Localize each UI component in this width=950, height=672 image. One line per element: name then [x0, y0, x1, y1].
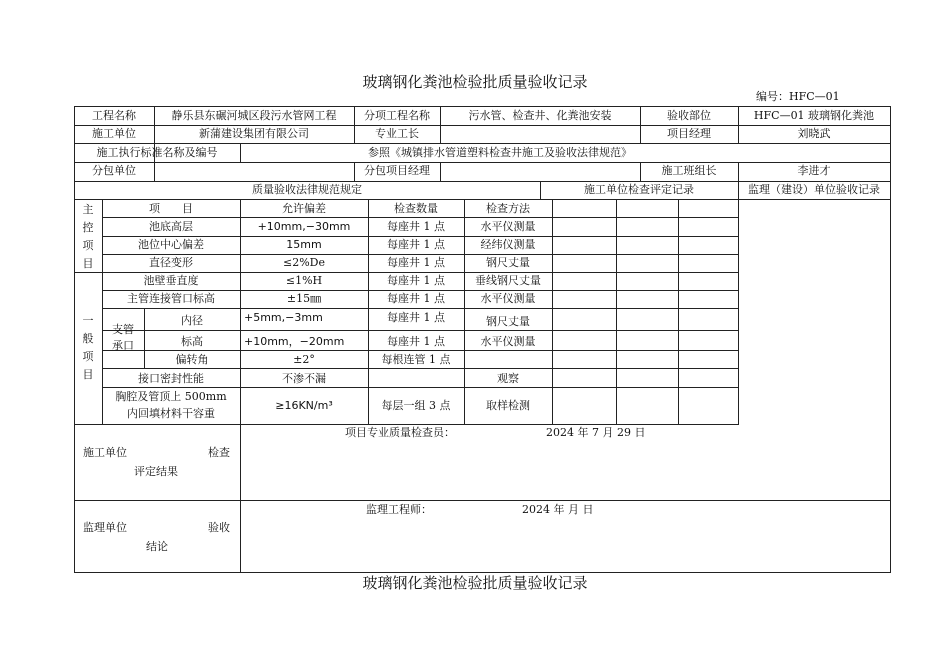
grid-line [678, 199, 679, 425]
main-control-label-1: 主 [82, 203, 94, 216]
supervisor-result-label-left: 监理单位 [83, 521, 127, 534]
supervisor-result-label-right: 验收 [208, 521, 230, 534]
spec-header: 质量验收法律规范规定 [252, 183, 362, 196]
main-control-label-2: 控 [82, 221, 94, 234]
acceptance-part: HFC—01 玻璃钢化粪池 [753, 109, 875, 122]
standard-name: 参照《城镇排水管道塑料检查井施工及验收法律规范》 [368, 146, 632, 159]
general-item-5: 偏转角 [175, 353, 209, 366]
supervisor-engineer-label: 监理工程师： [366, 503, 432, 516]
grid-line [74, 272, 103, 273]
contractor-result-label-left: 施工单位 [83, 446, 127, 459]
sub-project: 污水管、检查井、化粪池安装 [468, 109, 612, 122]
main-method-2: 经纬仪测量 [480, 238, 536, 251]
contractor-result-date: 2024 年 7 月 29 日 [546, 426, 646, 439]
method-header: 检查方法 [486, 202, 530, 215]
subcontractor-label: 分包单位 [92, 164, 136, 177]
general-item-7-line-2: 内回填材料干容重 [127, 407, 215, 420]
grid-line [74, 125, 891, 126]
general-label-1: 一 [82, 314, 94, 327]
general-item-1: 池壁垂直度 [143, 274, 199, 287]
general-tolerance-4: +10mm，−20mm [244, 335, 345, 348]
general-quantity-5: 每根连管 1 点 [381, 353, 451, 366]
general-tolerance-5: ±2° [293, 353, 315, 366]
general-quantity-7: 每层一组 3 点 [381, 399, 451, 412]
general-label-2: 般 [82, 332, 94, 345]
main-method-3: 钢尺丈量 [486, 256, 530, 269]
general-item-2: 主管连接管口标高 [127, 292, 215, 305]
grid-line [616, 199, 617, 425]
grid-line [240, 424, 241, 573]
grid-line [102, 368, 739, 369]
grid-line [102, 387, 739, 388]
tolerance-header: 允许偏差 [282, 202, 326, 215]
grid-line [102, 254, 739, 255]
general-method-7: 取样检测 [486, 399, 530, 412]
acceptance-part-label: 验收部位 [667, 109, 711, 122]
general-tolerance-2: ±15㎜ [286, 292, 322, 305]
item-header: 项 目 [149, 202, 193, 215]
grid-line [102, 236, 739, 237]
general-tolerance-3: +5mm,−3mm [244, 311, 323, 324]
contractor-check-header: 施工单位检查评定记录 [584, 183, 694, 196]
contractor-label: 施工单位 [92, 127, 136, 140]
grid-line [144, 330, 241, 331]
grid-line [552, 199, 553, 425]
grid-line [144, 350, 241, 351]
supervisor-result-date: 2024 年 月 日 [522, 503, 594, 516]
main-tolerance-3: ≤2%De [283, 256, 325, 269]
grid-line [102, 217, 739, 218]
foreman-label: 专业工长 [375, 127, 419, 140]
general-method-2: 水平仪测量 [480, 292, 536, 305]
general-item-7-line-1: 胸腔及管顶上 500mm [115, 390, 227, 403]
grid-line [74, 181, 891, 182]
pm-label: 项目经理 [667, 127, 711, 140]
page-title: 玻璃钢化粪池检验批质量验收记录 [362, 73, 588, 91]
grid-line [102, 290, 739, 291]
supervisor-result-label-line2: 结论 [146, 540, 168, 553]
branch-socket-label-1: 支管 [112, 323, 134, 336]
general-quantity-4: 每座井 1 点 [387, 335, 445, 348]
sub-pm-label: 分包项目经理 [364, 164, 430, 177]
contractor-result-label-right: 检查 [208, 446, 230, 459]
contractor-inspector-label: 项目专业质量检查员： [345, 426, 455, 439]
serial-number: 编号：HFC—01 [756, 90, 840, 103]
general-quantity-3: 每座井 1 点 [387, 311, 445, 324]
grid-line [890, 106, 891, 573]
main-control-label-3: 项 [82, 239, 94, 252]
grid-line [440, 162, 441, 182]
general-label-4: 目 [82, 368, 94, 381]
project-name: 静乐县东碾河城区段污水管网工程 [171, 109, 337, 122]
main-item-2: 池位中心偏差 [138, 238, 204, 251]
grid-line [102, 308, 739, 309]
supervisor-check-header: 监理（建设）单位验收记录 [748, 183, 880, 196]
team-leader-label: 施工班组长 [661, 164, 717, 177]
general-method-4: 水平仪测量 [480, 335, 536, 348]
general-item-4: 标高 [181, 335, 203, 348]
main-quantity-3: 每座井 1 点 [387, 256, 445, 269]
branch-socket-label-2: 承口 [112, 339, 134, 352]
main-quantity-2: 每座井 1 点 [387, 238, 445, 251]
sub-project-label: 分项工程名称 [364, 109, 430, 122]
main-tolerance-2: 15mm [286, 238, 322, 251]
main-control-label-4: 目 [82, 257, 94, 270]
grid-line [74, 106, 891, 107]
general-quantity-1: 每座井 1 点 [387, 274, 445, 287]
project-name-label: 工程名称 [92, 109, 136, 122]
main-quantity-1: 每座井 1 点 [387, 220, 445, 233]
general-method-3: 钢尺丈量 [486, 315, 530, 328]
general-item-6: 接口密封性能 [138, 372, 204, 385]
pm-name: 刘晓武 [797, 127, 831, 140]
general-label-3: 项 [82, 350, 94, 363]
main-item-3: 直径变形 [149, 256, 193, 269]
general-tolerance-6: 不渗不漏 [282, 372, 326, 385]
contractor-name: 新蒲建设集团有限公司 [199, 127, 309, 140]
contractor-result-label-line2: 评定结果 [134, 465, 178, 478]
grid-line [74, 143, 891, 144]
grid-line [74, 424, 739, 425]
team-leader-name: 李进才 [797, 164, 831, 177]
general-item-3: 内径 [181, 314, 203, 327]
general-quantity-2: 每座井 1 点 [387, 292, 445, 305]
general-method-1: 垂线钢尺丈量 [475, 274, 541, 287]
grid-line [74, 199, 891, 200]
general-method-6: 观察 [497, 372, 519, 385]
main-item-1: 池底高层 [149, 220, 193, 233]
main-tolerance-1: +10mm,−30mm [257, 220, 351, 233]
footer-title: 玻璃钢化粪池检验批质量验收记录 [362, 574, 588, 592]
quantity-header: 检查数量 [394, 202, 438, 215]
main-method-1: 水平仪测量 [480, 220, 536, 233]
grid-line [102, 272, 739, 273]
standard-label: 施工执行标准名称及编号 [96, 146, 218, 159]
grid-line [74, 162, 891, 163]
grid-line [74, 500, 891, 501]
general-tolerance-1: ≤1%H [285, 274, 323, 287]
general-tolerance-7: ≥16KN/m³ [275, 399, 333, 412]
